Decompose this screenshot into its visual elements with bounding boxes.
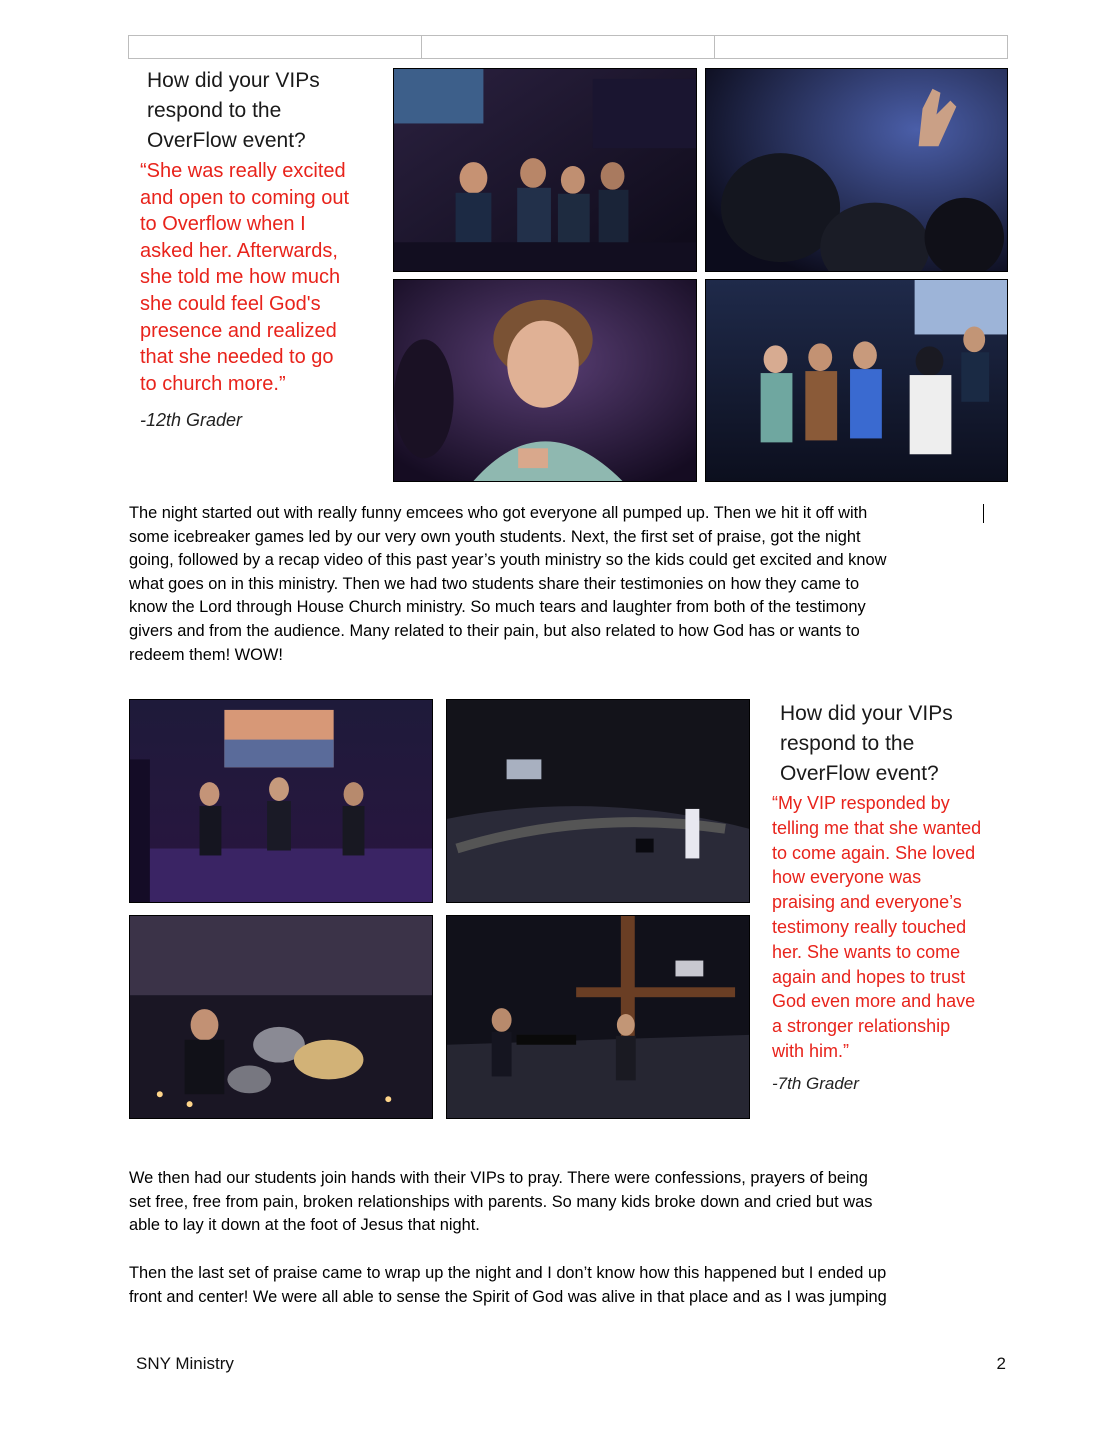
quote-line: testimony really touched <box>772 916 967 937</box>
quote-author: -7th Grader <box>772 1074 859 1093</box>
quote-line: with him.” <box>772 1040 850 1061</box>
paragraph-line: The night started out with really funny emcees who got everyone all pumped up. Then we hit it off with <box>129 504 868 522</box>
body-paragraph <box>129 502 1009 667</box>
quote-line: again and hopes to trust <box>772 966 966 987</box>
quote-line: presence and realized <box>140 319 337 342</box>
quote-line: a stronger relationship <box>772 1016 951 1037</box>
photo-group-on-stage <box>705 279 1008 482</box>
vip-question-heading <box>780 699 953 789</box>
quote-line: how everyone was <box>772 867 922 888</box>
heading-line: respond to the <box>780 732 915 755</box>
quote-line: God even more and have <box>772 991 976 1012</box>
vip-question-heading <box>147 66 320 156</box>
text-cursor <box>983 504 984 523</box>
photo-crowd-worship <box>446 699 750 903</box>
photo-cross-keyboard <box>446 915 750 1119</box>
paragraph-line: Then the last set of praise came to wrap up the night and I don’t know how this happened but I ended up <box>129 1264 887 1282</box>
photo-stage-performers <box>393 68 697 272</box>
quote-line: she could feel God's <box>140 292 321 315</box>
paragraph-line: We then had our students join hands with their VIPs to pray. There were confessions, prayers of being <box>129 1169 868 1187</box>
heading-line: respond to the <box>147 99 282 122</box>
photo-drummer <box>129 915 433 1119</box>
quote-line: and open to coming out <box>140 186 350 209</box>
vip-quote <box>772 791 981 1064</box>
vip-quote <box>140 158 349 397</box>
heading-line: How did your VIPs <box>147 69 320 92</box>
heading-line: OverFlow event? <box>147 129 306 152</box>
quote-author: -12th Grader <box>140 410 243 430</box>
quote-line: telling me that she wanted <box>772 817 982 838</box>
header-table <box>128 35 1008 59</box>
body-paragraph <box>129 1167 1009 1238</box>
footer-ministry-name: SNY Ministry <box>136 1354 234 1373</box>
quote-line: she told me how much <box>140 266 341 289</box>
quote-line: praising and everyone’s <box>772 892 962 913</box>
photo-raised-hands <box>705 68 1008 272</box>
paragraph-line: able to lay it down at the foot of Jesus that night. <box>129 1216 480 1235</box>
heading-line: How did your VIPs <box>780 702 953 725</box>
quote-line: her. She wants to come <box>772 941 961 962</box>
paragraph-line: givers and from the audience. Many related to their pain, but also related to how God has or wants to <box>129 621 860 640</box>
quote-line: to come again. She loved <box>772 842 976 863</box>
photo-worship-band <box>129 699 433 903</box>
paragraph-line: front and center! We were all able to sense the Spirit of God was alive in that place and as I was jumping <box>129 1287 887 1306</box>
paragraph-line: redeem them! WOW! <box>129 645 283 664</box>
quote-line: to church more.” <box>140 372 286 395</box>
header-cell <box>715 36 1007 58</box>
quote-line: “My VIP responded by <box>772 793 950 813</box>
paragraph-line: what goes on in this ministry. Then we had two students share their testimonies on how they came to <box>129 574 860 593</box>
paragraph-line: some icebreaker games led by our very own youth students. Next, the first set of praise, got the night <box>129 527 861 546</box>
page-number: 2 <box>996 1354 1006 1373</box>
header-cell <box>422 36 715 58</box>
paragraph-line: going, followed by a recap video of this past year’s youth ministry so the kids could get excited and know <box>129 551 887 570</box>
quote-line: that she needed to go <box>140 346 334 369</box>
heading-line: OverFlow event? <box>780 762 939 785</box>
quote-line: “She was really excited <box>140 160 346 182</box>
photo-smiling-girl <box>393 279 697 482</box>
quote-line: asked her. Afterwards, <box>140 239 338 262</box>
body-paragraph <box>129 1262 1009 1309</box>
quote-line: to Overflow when I <box>140 213 306 236</box>
paragraph-line: know the Lord through House Church ministry. So much tears and laughter from both of the testimony <box>129 598 866 617</box>
paragraph-line: set free, free from pain, broken relationships with parents. So many kids broke down and cried but was <box>129 1192 873 1211</box>
header-cell <box>129 36 422 58</box>
